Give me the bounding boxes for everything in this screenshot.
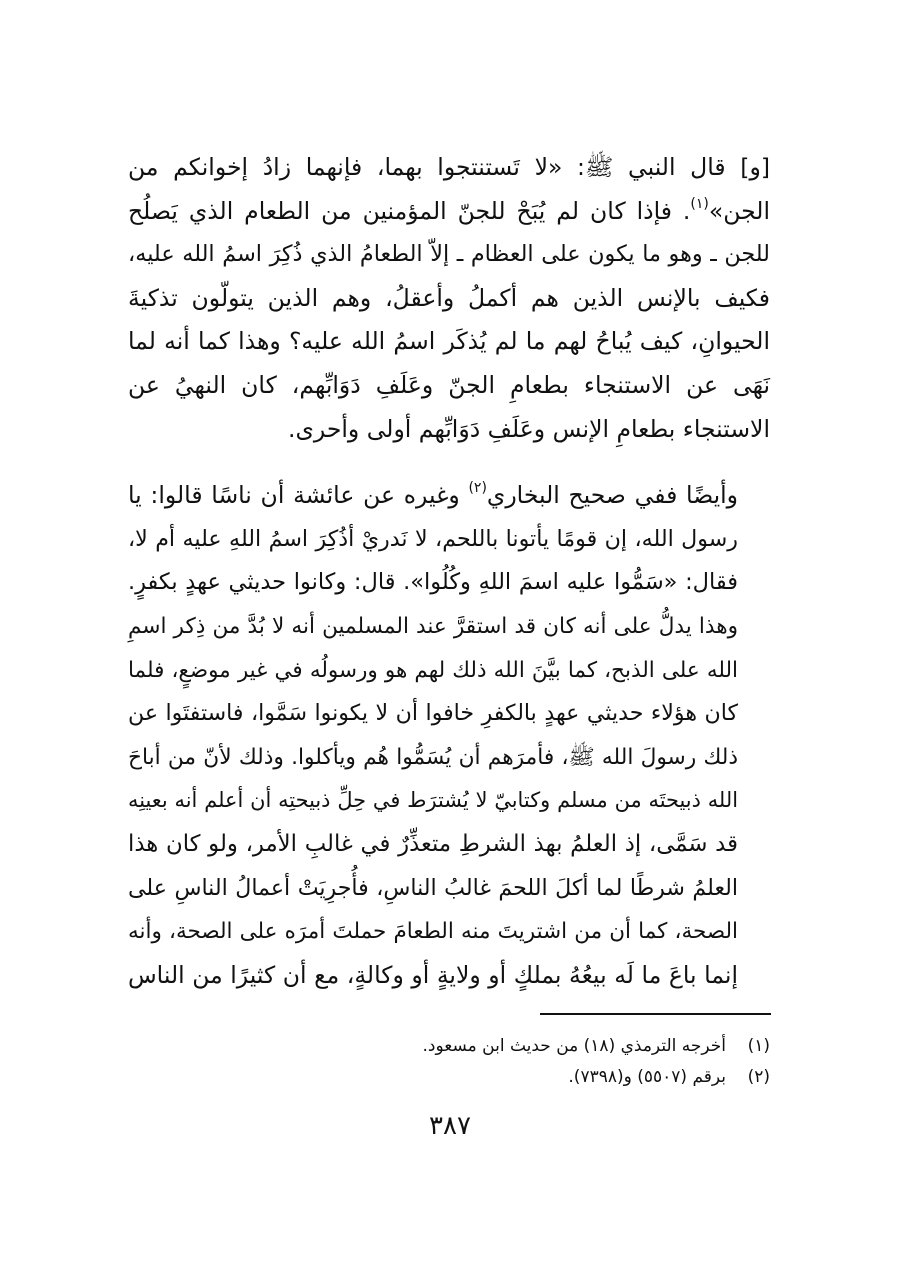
text-line: الصحة، كما أن من اشتريتَ منه الطعامَ حملتَ أمرَه على الصحة، وأنه bbox=[128, 919, 738, 945]
main-text bbox=[128, 146, 770, 997]
text-line: [و] قال النبي ﷺ: «لا تَستنتجوا بهما، فإنهما زادُ إخوانكم من bbox=[128, 153, 770, 181]
paragraph-2 bbox=[128, 474, 770, 997]
text-line-segment: وأيضًا ففي صحيح البخاري bbox=[486, 481, 738, 510]
footnote-1 bbox=[300, 1031, 770, 1062]
text-line: نَهَى عن الاستنجاء بطعامِ الجنّ وعَلَفِ دَوَابِّهم، كان النهيُ عن bbox=[128, 370, 770, 399]
text-line: كان هؤلاء حديثي عهدٍ بالكفرِ خافوا أن لا يكونوا سَمَّوا، فاستفتَوا عن bbox=[128, 700, 738, 727]
text-line: فكيف بالإنس الذين هم أكملُ وأعقلُ، وهم الذين يتولّون تذكيةَ bbox=[128, 283, 770, 312]
text-line: رسول الله، إن قومًا يأتونا باللحم، لا نَدريْ أذُكِرَ اسمُ اللهِ عليه أم لا، bbox=[128, 525, 738, 552]
text-line: للجن ـ وهو ما يكون على العظام ـ إلاّ الطعامُ الذي ذُكِرَ اسمُ الله عليه، bbox=[128, 241, 770, 268]
text-line: ذلك رسولَ الله ﷺ، فأمرَهم أن يُسَمُّوا هُم ويأكلوا. وذلك لأنّ من أباحَ bbox=[128, 744, 738, 770]
text-line: الحيوانِ، كيف يُباحُ لهم ما لم يُذكَر اسمُ الله عليه؟ وهذا كما أنه لما bbox=[128, 327, 770, 356]
text-line: قد سَمَّى، إذ العلمُ بهذ الشرطِ متعذِّرٌ في غالبِ الأمر، ولو كان هذا bbox=[128, 830, 738, 857]
text-line: الاستنجاء بطعامِ الإنس وعَلَفِ دَوَابِّهم أولى وأحرى. bbox=[288, 414, 770, 443]
footnote-text: برقم (٥٥٠٧) و(٧٣٩٨). bbox=[568, 1067, 726, 1087]
text-line: وهذا يدلُّ على أنه كان قد استقرَّ عند المسلمين أنه لا بُدَّ من ذِكر اسمِ bbox=[128, 613, 738, 639]
footnotes bbox=[300, 1031, 770, 1093]
footnote-separator bbox=[540, 1013, 771, 1015]
text-line-segment: . فإذا كان لم يُبَحْ للجنّ المؤمنين من الطعام الذي يَصلُح bbox=[128, 196, 691, 225]
text-line: فقال: «سَمُّوا عليه اسمَ اللهِ وكُلُوا». قال: وكانوا حديثي عهدٍ بكفرٍ. bbox=[128, 569, 738, 596]
footnote-ref-1[interactable]: (١) bbox=[690, 195, 709, 212]
text-line-segment: الجن» bbox=[708, 196, 770, 225]
footnote-ref-2[interactable]: (٢) bbox=[468, 480, 487, 497]
text-line: إنما باعَ ما لَه بيعُهُ بملكٍ أو ولايةٍ أو وكالةٍ، مع أن كثيرًا من الناس bbox=[128, 960, 738, 989]
text-line bbox=[128, 190, 770, 234]
text-line-segment: وغيره عن عائشة أن ناسًا قالوا: يا bbox=[128, 481, 469, 510]
footnote-number: (١) bbox=[747, 1036, 770, 1056]
paragraph-1 bbox=[128, 146, 770, 451]
text-line: العلمُ شرطًا لما أكلَ اللحمَ غالبُ الناسِ، فأُجرِيَتْ أعمالُ الناسِ على bbox=[128, 874, 738, 901]
footnote-text: أخرجه الترمذي (١٨) من حديث ابن مسعود. bbox=[422, 1036, 726, 1056]
page-number: ٣٨٧ bbox=[429, 1111, 471, 1141]
text-line: الله ذبيحتَه من مسلم وكتابيّ لا يُشترَط في حِلِّ ذبيحتِه أن أعلم أنه بعينِه bbox=[128, 788, 738, 813]
footnote-number: (٢) bbox=[747, 1067, 770, 1087]
text-line: الله على الذبح، كما بيَّنَ الله ذلك لهم هو ورسولُه في غير موضعٍ، فلما bbox=[128, 657, 738, 683]
footnote-2 bbox=[300, 1062, 770, 1093]
text-line bbox=[128, 474, 770, 518]
